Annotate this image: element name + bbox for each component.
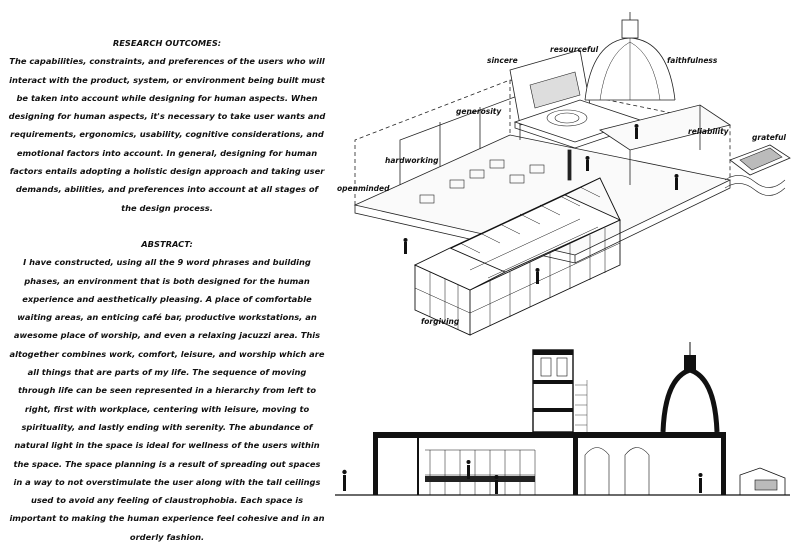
label-resourceful: resourceful [550,45,599,54]
label-generosity: generosity [456,107,502,116]
abstract-body: I have constructed, using all the 9 word phrases and building phases, an environment that is both designed for the human experience and aesthetically pleasing. A place of comfortable waiting areas, an enticing café bar, productive workstations, an awesome place of worship, and even a relaxing jacuzzi area. This altogether combines work, comfort, leisure, and worship which are all things that are parts of my life. The sequence of moving through life can be seen represented in a hierarchy from left to right, first with workplace, centering with leisure, moving to spirituality, and lastly ending with serenity. The abundance of natural light in the space is ideal for wellness of the users within the space. The space planning is a result of spreading out spaces in a way to not overstimulate the user along with the tall ceilings used to avoid any feeling of claustrophobia. Each space is important to making the human experience feel cohesive and in an orderly fashion. [9,257,325,542]
research-outcomes-body: The capabilities, constraints, and preferences of the users who will interact with the product, system, or environment being built must be taken into account while designing for human aspects. When designing for human aspects, it's necessary to take user wants and requirements, ergonomics, usability, cognitive considerations, and emotional factors into account. In general, designing for human factors entails adopting a holistic design approach and taking user demands, abilities, and preferences into account at all stages of the design process. [8,56,326,213]
label-faithfulness: faithfulness [667,56,718,65]
label-sincere: sincere [487,56,518,65]
label-hardworking: hardworking [385,156,439,165]
label-reliability: reliability [688,127,729,136]
research-outcomes-heading: RESEARCH OUTCOMES: [112,38,222,48]
label-forgiving: forgiving [421,317,460,326]
section-drawing [335,340,790,510]
label-openminded: openminded [337,184,390,193]
text-column [8,34,326,546]
label-grateful: grateful [752,133,786,142]
axonometric-drawing [330,10,794,345]
abstract-heading: ABSTRACT: [141,238,193,249]
